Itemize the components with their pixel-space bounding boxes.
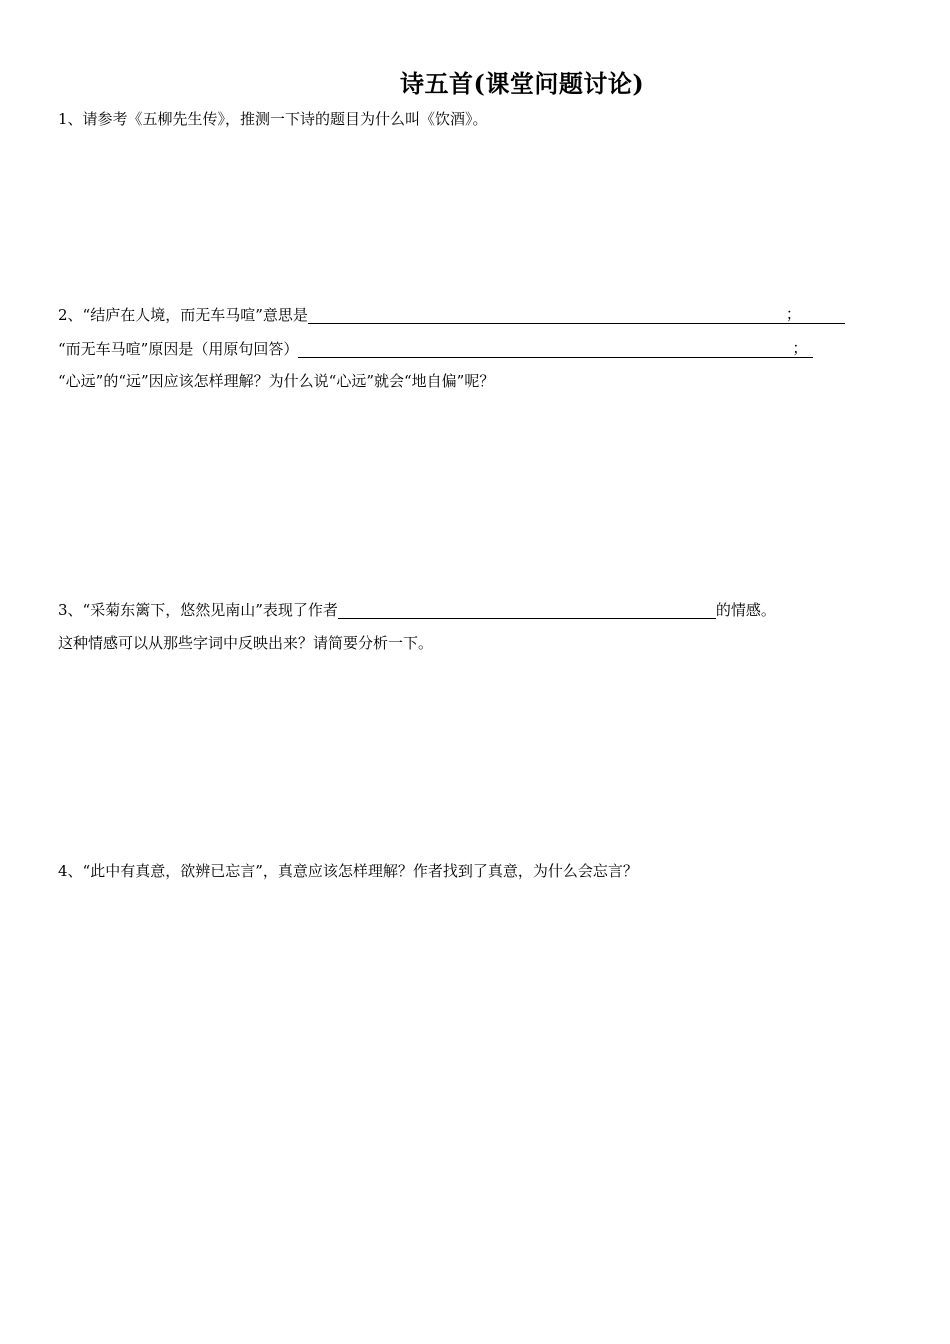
question-3-prefix: 3、“采菊东篱下，悠然见南山”表现了作者 [58, 601, 338, 619]
question-1: 1、请参考《五柳先生传》，推测一下诗的题目为什么叫《饮酒》。 [58, 110, 488, 128]
question-3-line-1 [58, 601, 776, 619]
question-2-line-2-text: “而无车马喧”原因是（用原句回答） [58, 340, 299, 358]
question-2-line-1-text: 2、“结庐在人境，而无车马喧”意思是 [58, 306, 308, 324]
question-2-line-2 [58, 340, 813, 358]
question-2-line-3: “心远”的“远”因应该怎样理解？为什么说“心远”就会“地自偏”呢？ [58, 372, 495, 390]
answer-blank-emotion[interactable] [338, 602, 716, 619]
question-3-suffix: 的情感。 [715, 601, 776, 619]
question-3-line-2: 这种情感可以从那些字词中反映出来？请简要分析一下。 [58, 634, 434, 652]
answer-blank-reason[interactable] [298, 341, 813, 358]
answer-blank-meaning[interactable] [308, 307, 845, 324]
question-2-line-1 [58, 306, 845, 324]
question-4: 4、“此中有真意，欲辨已忘言”，真意应该怎样理解？作者找到了真意，为什么会忘言？ [58, 862, 638, 880]
page-title: 诗五首(课堂问题讨论) [400, 69, 645, 98]
blank-semicolon: ； [785, 305, 801, 323]
blank-semicolon: ； [792, 339, 808, 357]
